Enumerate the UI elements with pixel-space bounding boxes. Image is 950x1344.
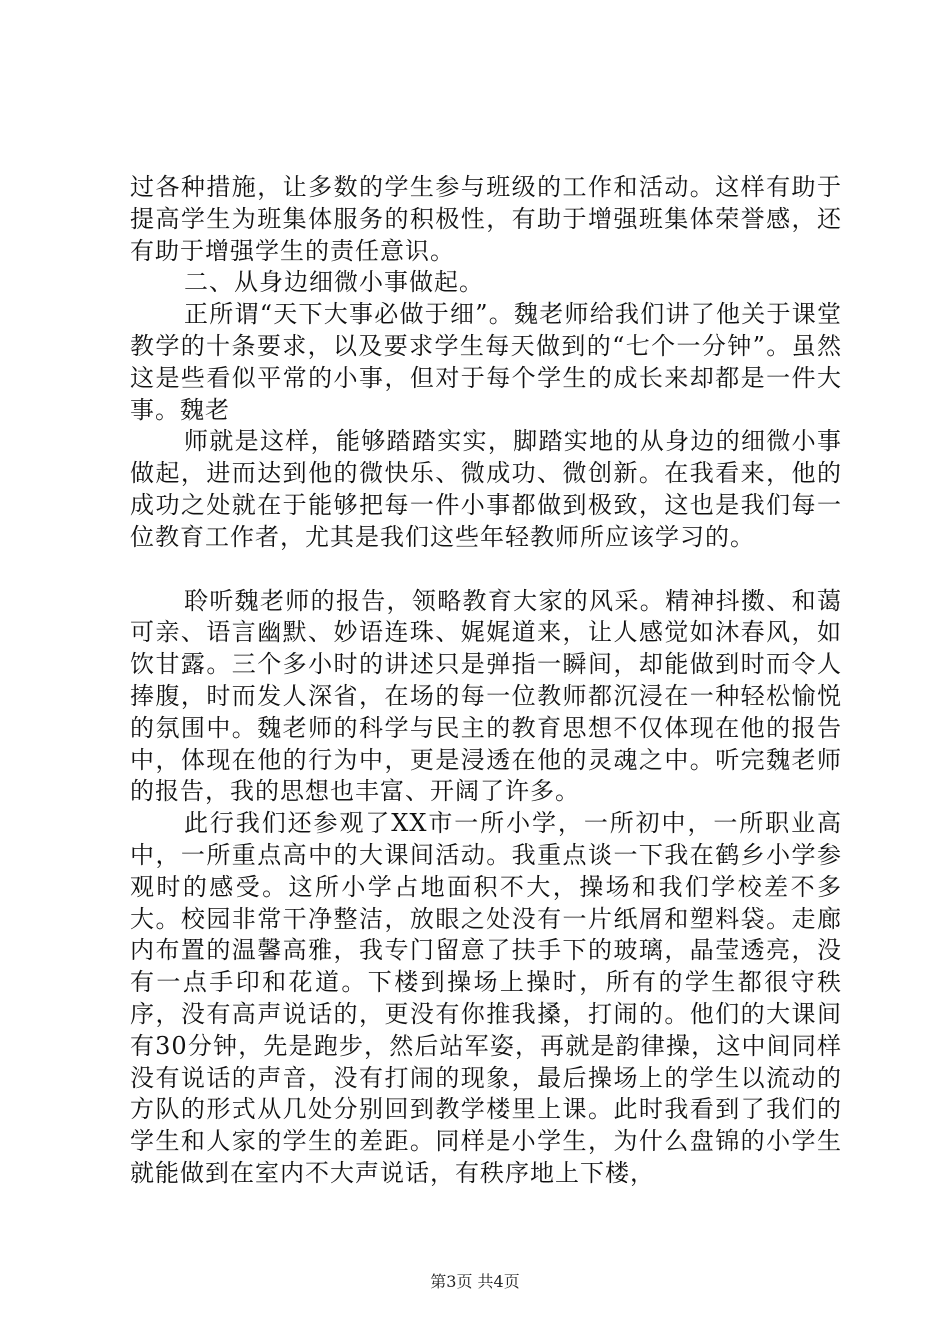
document-body [130, 172, 842, 1190]
page-footer: 第3页 共4页 [430, 1272, 520, 1291]
paragraph-details: 正所谓“天下大事必做于细”。魏老师给我们讲了他关于课堂教学的十条要求，以及要求学生每天做到的“七个一分钟”。虽然这是些看似平常的小事，但对于每个学生的成长来却都是一件大事。魏老 [130, 300, 842, 424]
section-heading: 二、从身边细微小事做起。 [184, 268, 484, 297]
paragraph-teacher-example: 师就是这样，能够踏踏实实，脚踏实地的从身边的细微小事做起，进而达到他的微快乐、微成功、微创新。在我看来，他的成功之处就在于能够把每一件小事都做到极致，这也是我们每一位教育工作者，尤其是我们这些年轻教师所应该学习的。 [130, 427, 842, 551]
paragraph-continued: 过各种措施，让多数的学生参与班级的工作和活动。这样有助于提高学生为班集体服务的积极性，有助于增强班集体荣誉感，还有助于增强学生的责任意识。 [130, 173, 842, 265]
paragraph-gap [130, 554, 842, 586]
paragraph-report-impression: 聆听魏老师的报告，领略教育大家的风采。精神抖擞、和蔼可亲、语言幽默、妙语连珠、娓娓道来，让人感觉如沐春风，如饮甘露。三个多小时的讲述只是弹指一瞬间，却能做到时而令人捧腹，时而发人深省，在场的每一位教师都沉浸在一种轻松愉悦的氛围中。魏老师的科学与民主的教育思想不仅体现在他的报告中，体现在他的行为中，更是浸透在他的灵魂之中。听完魏老师的报告，我的思想也丰富、开阔了许多。 [130, 586, 842, 806]
paragraph-school-visit: 此行我们还参观了XX市一所小学，一所初中，一所职业高中，一所重点高中的大课间活动。我重点谈一下我在鹤乡小学参观时的感受。这所小学占地面积不大，操场和我们学校差不多大。校园非常干净整洁，放眼之处没有一片纸屑和塑料袋。走廊内布置的温馨高雅，我专门留意了扶手下的玻璃，晶莹透亮，没有一点手印和花道。下楼到操场上操时，所有的学生都很守秩序，没有高声说话的，更没有你推我搡，打闹的。他们的大课间有30分钟，先是跑步，然后站军姿，再就是韵律操，这中间同样没有说话的声音，没有打闹的现象，最后操场上的学生以流动的方队的形式从几处分别回到教学楼里上课。此时我看到了我们的学生和人家的学生的差距。同样是小学生，为什么盘锦的小学生就能做到在室内不大声说话，有秩序地上下楼， [130, 809, 842, 1187]
